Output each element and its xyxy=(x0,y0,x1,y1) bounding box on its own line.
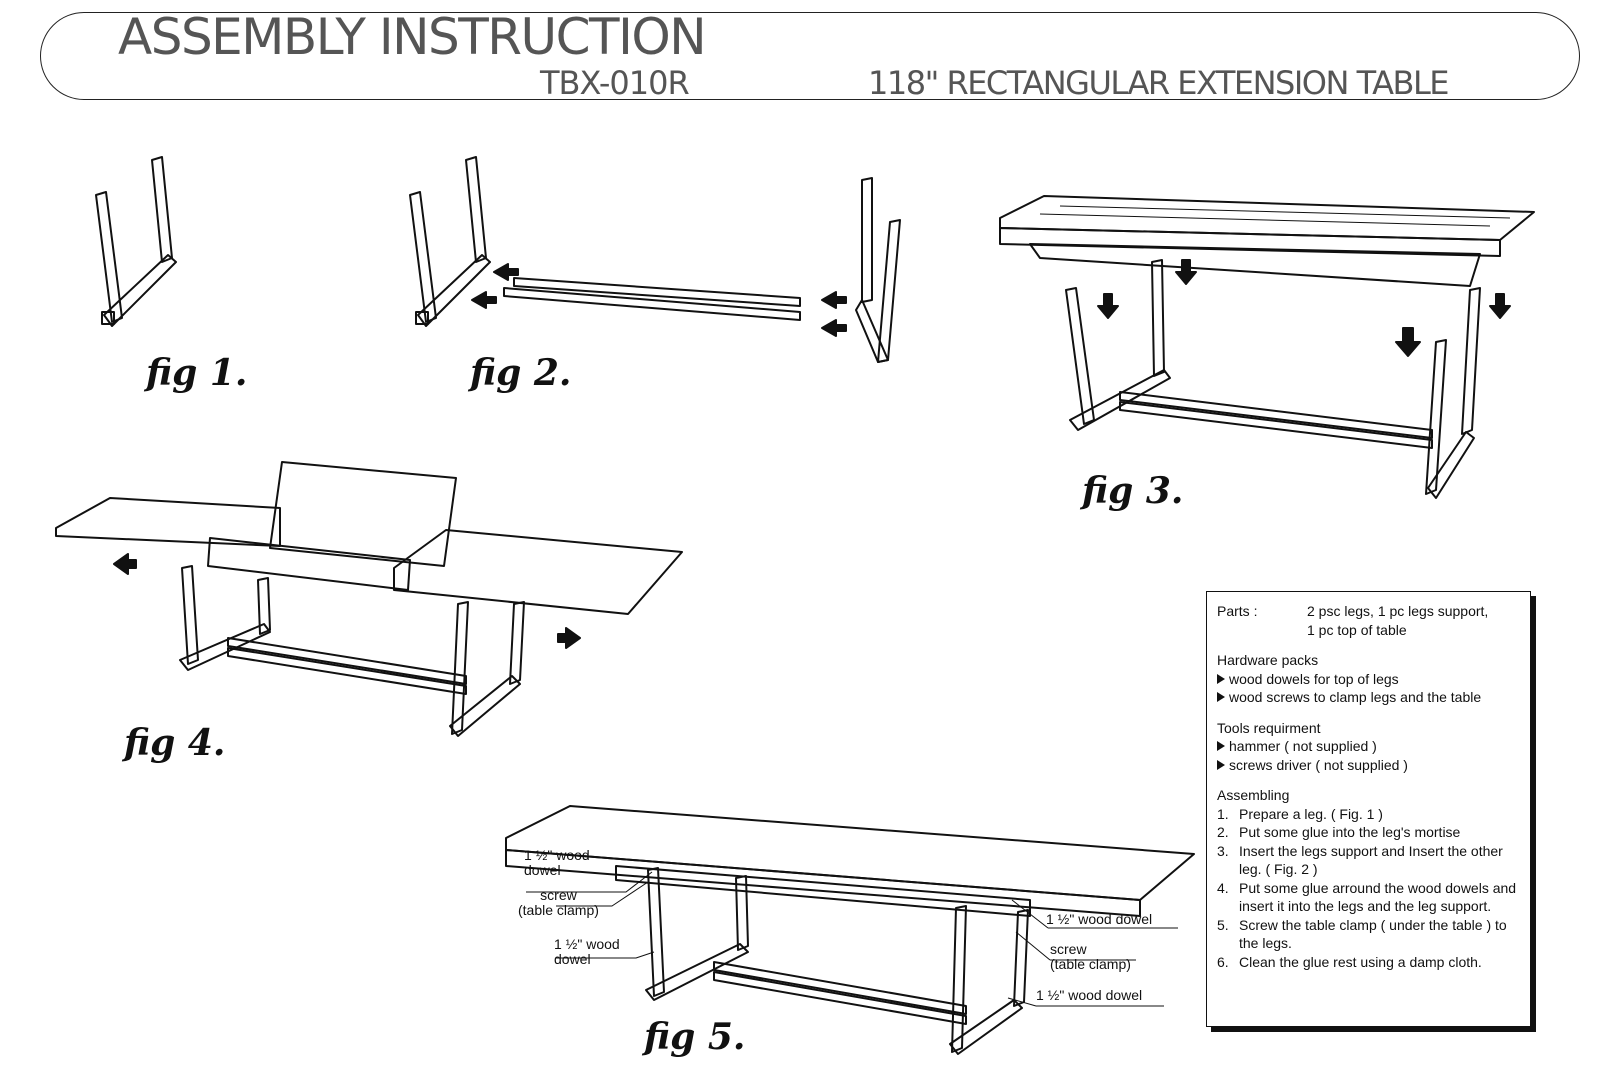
page-title: ASSEMBLY INSTRUCTION xyxy=(118,8,706,66)
instructions-box xyxy=(1206,591,1531,1027)
product-name: 118" RECTANGULAR EXTENSION TABLE xyxy=(868,64,1449,102)
hardware-item: wood screws to clamp legs and the table xyxy=(1229,689,1482,705)
callout-dowel-bottom-right: 1 ½" wood dowel xyxy=(1036,987,1143,1003)
step-item: 2. Put some glue into the leg's mortise xyxy=(1217,824,1461,840)
callout-screw-left: screw (table clamp) xyxy=(518,887,599,918)
callout-dowel-top-right: 1 ½" wood dowel xyxy=(1046,911,1153,927)
assembling-title: Assembling xyxy=(1217,787,1290,803)
parts-value: 2 psc legs, 1 pc legs support, 1 pc top of table xyxy=(1307,603,1489,638)
fig3-label: fig 3. xyxy=(1082,470,1184,512)
callout-dowel-bottom-left: 1 ½" wood dowel xyxy=(554,936,620,967)
callout-screw-right: screw (table clamp) xyxy=(1050,941,1131,972)
model-number: TBX-010R xyxy=(540,64,689,102)
tools-item: hammer ( not supplied ) xyxy=(1229,738,1377,754)
fig1-label: fig 1. xyxy=(146,352,248,394)
fig2-legs-support-drawing xyxy=(410,157,900,362)
assembling-section xyxy=(1217,786,1520,971)
hardware-title: Hardware packs xyxy=(1217,652,1319,668)
parts-row xyxy=(1217,602,1520,639)
fig5-label: fig 5. xyxy=(644,1016,746,1058)
hardware-section xyxy=(1217,651,1520,707)
fig2-label: fig 2. xyxy=(470,352,572,394)
hardware-item: wood dowels for top of legs xyxy=(1229,670,1399,687)
bullet-arrow-icon xyxy=(1217,674,1225,684)
callout-dowel-top-left: 1 ½" wood dowel xyxy=(524,847,590,878)
bullet-arrow-icon xyxy=(1217,741,1225,751)
fig1-leg-drawing xyxy=(96,157,176,326)
fig5-full-table-drawing xyxy=(506,806,1194,1054)
bullet-arrow-icon xyxy=(1217,760,1225,770)
step-item: 4. Put some glue arround the wood dowels and insert it into the legs and the leg support. xyxy=(1217,879,1517,914)
parts-label: Parts : xyxy=(1217,603,1258,619)
tools-title: Tools requirment xyxy=(1217,719,1321,736)
bullet-arrow-icon xyxy=(1217,692,1225,702)
fig4-table-extended-drawing xyxy=(56,462,682,736)
step-item: 3. Insert the legs support and Insert the other leg. ( Fig. 2 ) xyxy=(1217,842,1503,877)
fig4-label: fig 4. xyxy=(124,722,226,764)
fig3-table-drawing xyxy=(1000,196,1534,498)
step-item: 5. Screw the table clamp ( under the table ) to the legs. xyxy=(1217,916,1507,951)
step-item: 6. Clean the glue rest using a damp cloth. xyxy=(1217,953,1482,970)
step-item: 1. Prepare a leg. ( Fig. 1 ) xyxy=(1217,805,1383,822)
tools-section xyxy=(1217,719,1520,775)
tools-item: screws driver ( not supplied ) xyxy=(1229,756,1408,773)
